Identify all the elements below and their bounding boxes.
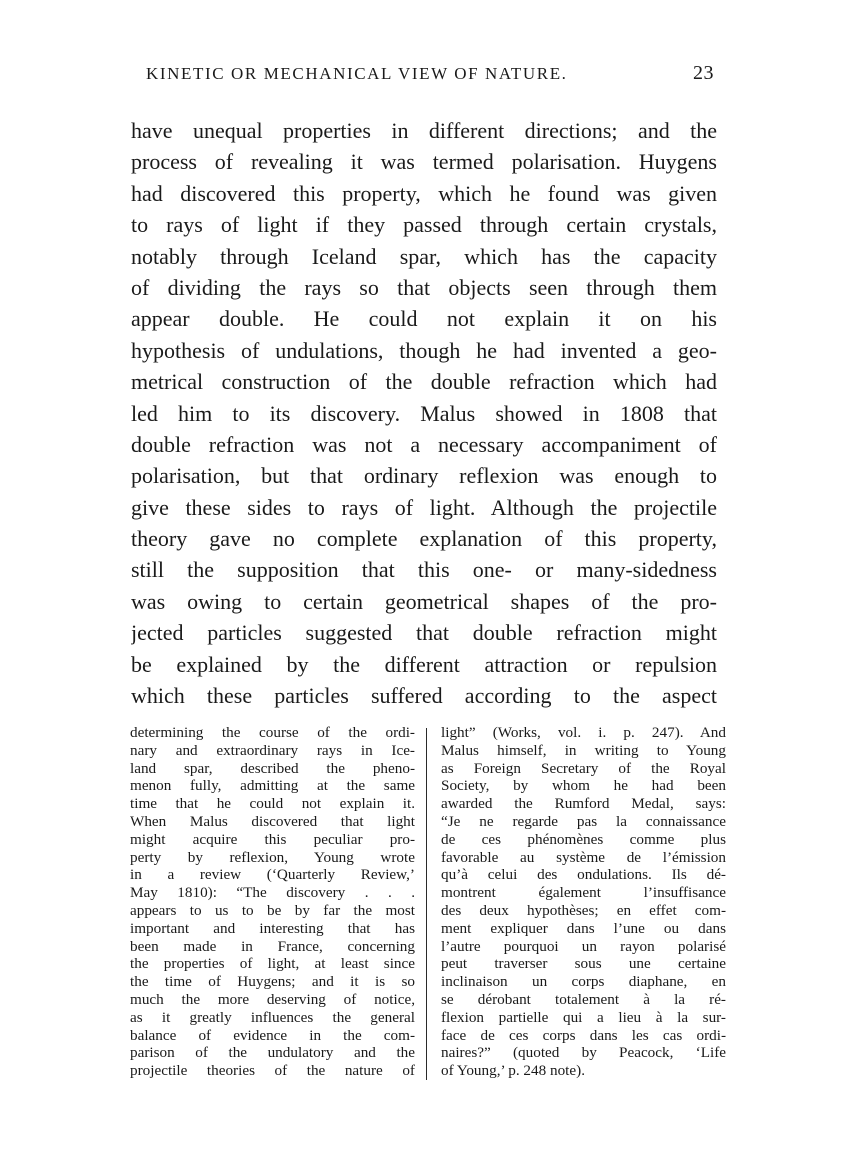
footnote-line: perty by reflexion, Young wrote — [130, 848, 415, 866]
footnote-line: nary and extraordinary rays in Ice- — [130, 741, 415, 759]
body-text-line: give these sides to rays of light. Although the projectile — [131, 494, 717, 520]
running-head — [132, 64, 714, 88]
footnote-line: naires?” (quoted by Peacock, ‘Life — [441, 1044, 726, 1062]
footnote-line: as it greatly influences the general — [130, 1008, 415, 1026]
footnote-line: se dérobant totalement à la ré- — [441, 990, 726, 1008]
body-text-line: jected particles suggested that double refraction might — [131, 620, 717, 646]
footnote-line: as Foreign Secretary of the Royal — [441, 759, 726, 777]
footnote-line: might acquire this peculiar pro- — [130, 830, 415, 848]
footnote-line: qu’à celui des ondulations. Ils dé- — [441, 866, 726, 884]
footnote-line: been made in France, concerning — [130, 937, 415, 955]
body-text-line: metrical construction of the double refraction which had — [131, 369, 717, 395]
footnote-line: determining the course of the ordi- — [130, 724, 415, 741]
footnote-line: projectile theories of the nature of — [130, 1062, 415, 1080]
footnote-line: appears to us to be by far the most — [130, 901, 415, 919]
footnote-right-column — [441, 724, 726, 1080]
body-text-line: notably through Iceland spar, which has the capacity — [131, 243, 717, 269]
body-text-line: polarisation, but that ordinary reflexion was enough to — [131, 463, 717, 489]
footnote-line: parison of the undulatory and the — [130, 1044, 415, 1062]
body-text-line: theory gave no complete explanation of this property, — [131, 526, 717, 552]
footnote-line: awarded the Rumford Medal, says: — [441, 795, 726, 813]
footnote-line: light” (Works, vol. i. p. 247). And — [441, 724, 726, 741]
footnote-line: des deux hypothèses; en effet com- — [441, 901, 726, 919]
footnote-line: inclinaison un corps diaphane, en — [441, 973, 726, 991]
footnote-line: of Young,’ p. 248 note). — [441, 1062, 585, 1080]
footnote-line: the properties of light, at least since — [130, 955, 415, 973]
main-text-block — [131, 115, 717, 711]
running-title: KINETIC OR MECHANICAL VIEW OF NATURE. — [146, 64, 568, 83]
body-text-line: be explained by the different attraction or repulsion — [131, 651, 717, 677]
footnote-line: land spar, described the pheno- — [130, 759, 415, 777]
footnote-line: peut traverser sous une certaine — [441, 955, 726, 973]
footnote-line: important and interesting that has — [130, 919, 415, 937]
body-text-line: still the supposition that this one- or many-sidedness — [131, 557, 717, 583]
footnote-line: When Malus discovered that light — [130, 812, 415, 830]
footnote-line: face de ces corps dans les cas ordi- — [441, 1026, 726, 1044]
footnote-line: balance of evidence in the com- — [130, 1026, 415, 1044]
column-divider — [426, 728, 427, 1080]
footnote-line: Malus himself, in writing to Young — [441, 741, 726, 759]
footnote-line: much the more deserving of notice, — [130, 990, 415, 1008]
footnote-line: ment expliquer dans l’une ou dans — [441, 919, 726, 937]
body-text-line: had discovered this property, which he found was given — [131, 180, 717, 206]
footnote-line: menon fully, admitting at the same — [130, 777, 415, 795]
footnotes — [130, 724, 726, 1084]
footnote-line: “Je ne regarde pas la connaissance — [441, 812, 726, 830]
body-text-line: appear double. He could not explain it on his — [131, 306, 717, 332]
page-number: 23 — [693, 62, 714, 84]
footnote-line: montrent également l’insuffisance — [441, 884, 726, 902]
footnote-line: the time of Huygens; and it is so — [130, 973, 415, 991]
body-text-line: led him to its discovery. Malus showed in 1808 that — [131, 400, 717, 426]
footnote-line: favorable au système de l’émission — [441, 848, 726, 866]
footnote-line: in a review (‘Quarterly Review,’ — [130, 866, 415, 884]
body-text-line: which these particles suffered according to the aspect — [131, 683, 717, 709]
body-text-line: hypothesis of undulations, though he had invented a geo- — [131, 337, 717, 363]
footnote-line: flexion partielle qui a lieu à la sur- — [441, 1008, 726, 1026]
body-text-line: of dividing the rays so that objects seen through them — [131, 274, 717, 300]
body-text-line: process of revealing it was termed polarisation. Huygens — [131, 149, 717, 175]
footnote-line: time that he could not explain it. — [130, 795, 415, 813]
body-text-line: double refraction was not a necessary accompaniment of — [131, 431, 717, 457]
footnote-line: de ces phénomènes comme plus — [441, 830, 726, 848]
footnote-line: May 1810): “The discovery . . . — [130, 884, 415, 902]
body-text-line: have unequal properties in different directions; and the — [131, 118, 717, 143]
body-text-line: to rays of light if they passed through certain crystals, — [131, 212, 717, 238]
footnote-line: Society, by whom he had been — [441, 777, 726, 795]
body-text-line: was owing to certain geometrical shapes of the pro- — [131, 588, 717, 614]
footnote-line: l’autre pourquoi un rayon polarisé — [441, 937, 726, 955]
footnote-left-column — [130, 724, 415, 1080]
